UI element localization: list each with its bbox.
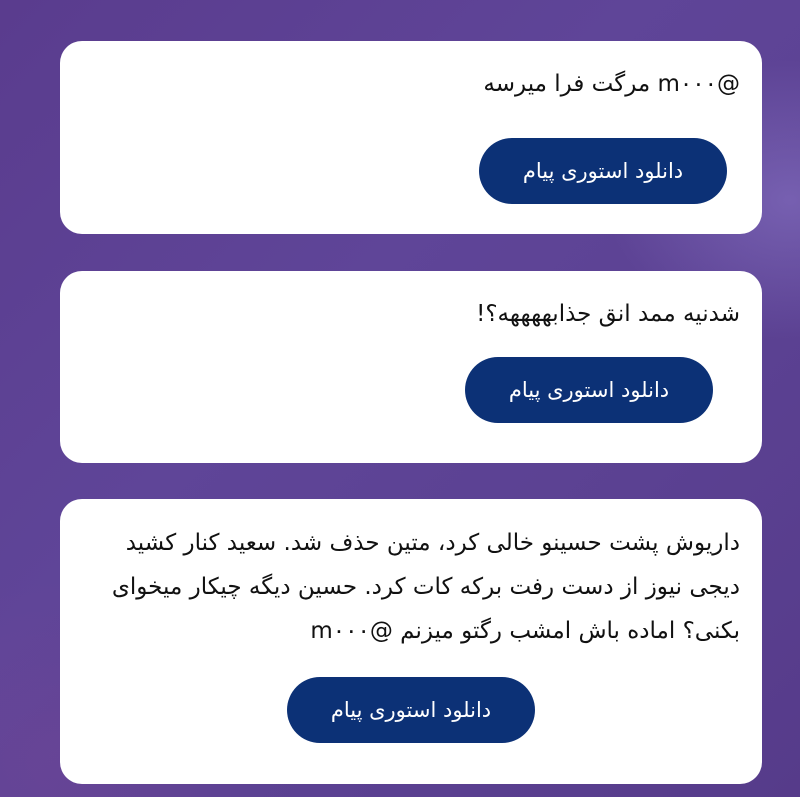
- download-story-button[interactable]: دانلود استوری پیام: [479, 138, 727, 204]
- message-card: [60, 499, 762, 784]
- download-story-button[interactable]: دانلود استوری پیام: [287, 677, 535, 743]
- message-text: داریوش پشت حسینو خالی کرد، متین حذف شد. سعید کنار کشید دیجی نیوز از دست رفت برکه کات کرد. حسین دیگه چیکار میخوای بکنی؟ اماده باش امشب رگتو میزنم @m۰۰۰: [111, 530, 740, 644]
- message-card: [60, 271, 762, 463]
- message-text: شدنیه ممد انق جذابههههه؟!: [476, 301, 740, 327]
- message-card: [60, 41, 762, 234]
- message-text: @m۰۰۰ مرگت فرا میرسه: [483, 71, 740, 97]
- download-story-button[interactable]: دانلود استوری پیام: [465, 357, 713, 423]
